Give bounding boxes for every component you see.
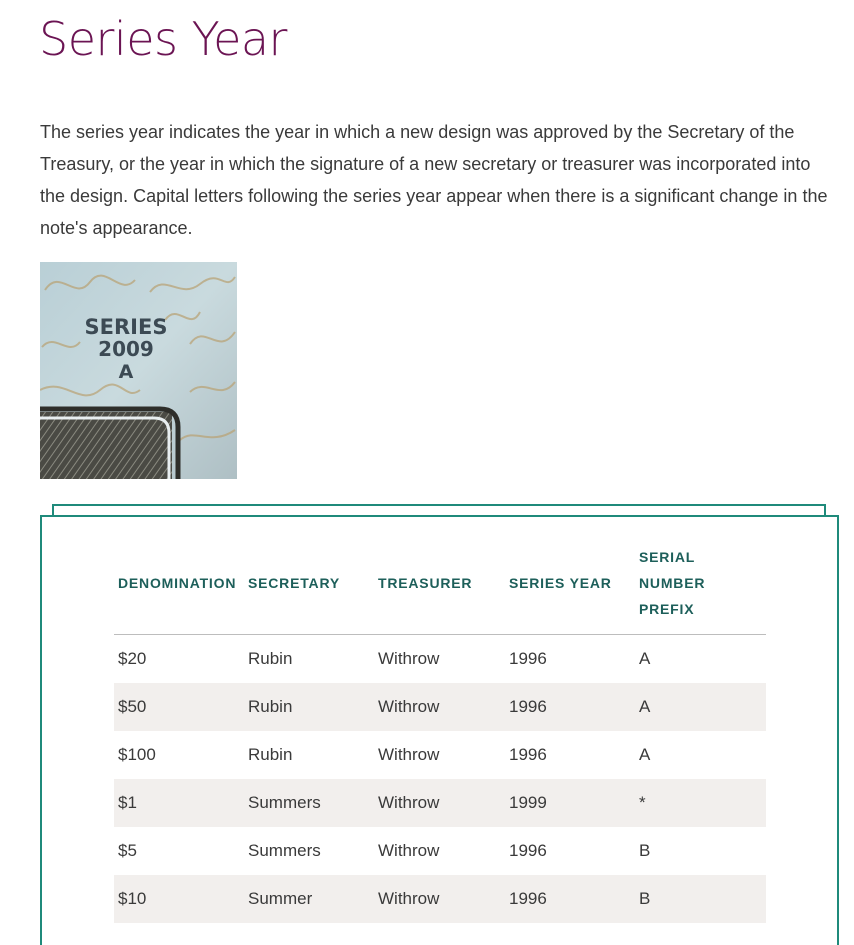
- cell-series-year: 1999: [505, 779, 635, 827]
- table-row: [114, 635, 766, 684]
- cell-secretary: Summers: [244, 779, 374, 827]
- cell-prefix: A: [635, 683, 766, 731]
- cell-series-year: 1996: [505, 683, 635, 731]
- cell-series-year: 1996: [509, 841, 547, 860]
- header-denomination: DENOMINATION: [114, 540, 244, 635]
- cell-series-year: 1996: [505, 875, 635, 923]
- cell-prefix: B: [639, 841, 651, 860]
- cell-denomination: $20: [118, 649, 147, 668]
- cell-denomination: $5: [118, 841, 137, 860]
- cell-denomination: $50: [114, 683, 244, 731]
- cell-treasurer: Withrow: [374, 875, 505, 923]
- cell-treasurer: Withrow: [378, 745, 440, 764]
- cell-prefix: B: [635, 875, 766, 923]
- header-serial-number-prefix: SERIAL NUMBER PREFIX: [635, 540, 766, 635]
- note-series-letter: A: [118, 361, 134, 383]
- series-year-table: [114, 540, 766, 923]
- table-row: [114, 779, 766, 827]
- cell-prefix: A: [639, 649, 651, 668]
- table-row: [114, 731, 766, 779]
- cell-secretary: Rubin: [248, 745, 293, 764]
- cell-denomination: $100: [118, 745, 156, 764]
- header-series-year: SERIES YEAR: [505, 540, 635, 635]
- note-series-year: 2009: [98, 337, 154, 361]
- intro-paragraph: The series year indicates the year in which a new design was approved by the Secretary of the Treasury, or the year in which the signature of a new secretary or treasurer was incorporated into the design. Capital letters following the series year appear when there is a significant change in the note's appearance.: [40, 122, 828, 238]
- cell-treasurer: Withrow: [378, 841, 440, 860]
- table-row: [114, 683, 766, 731]
- table-row: [114, 827, 766, 875]
- note-series-label: SERIES: [84, 315, 168, 339]
- cell-secretary: Summer: [244, 875, 374, 923]
- cell-secretary: Rubin: [244, 683, 374, 731]
- page-title: Series Year: [39, 12, 287, 66]
- cell-secretary: Summers: [248, 841, 321, 860]
- table-header-row: [114, 540, 766, 635]
- series-year-note-image: [40, 262, 237, 479]
- cell-series-year: 1996: [509, 745, 547, 764]
- cell-series-year: 1996: [509, 649, 547, 668]
- header-secretary: SECRETARY: [244, 540, 374, 635]
- header-treasurer: TREASURER: [374, 540, 505, 635]
- cell-denomination: $1: [114, 779, 244, 827]
- cell-prefix: *: [635, 779, 766, 827]
- cell-denomination: $10: [114, 875, 244, 923]
- cell-secretary: Rubin: [248, 649, 293, 668]
- cell-treasurer: Withrow: [378, 649, 440, 668]
- cell-treasurer: Withrow: [374, 779, 505, 827]
- cell-treasurer: Withrow: [374, 683, 505, 731]
- cell-prefix: A: [639, 745, 651, 764]
- table-row: [114, 875, 766, 923]
